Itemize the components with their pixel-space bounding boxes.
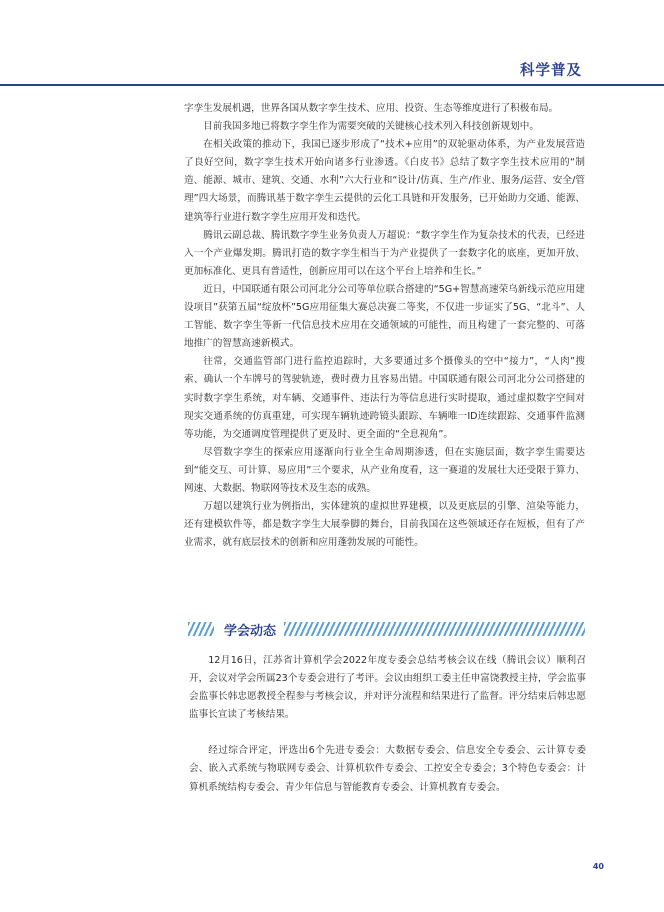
article-paragraph: 目前我国多地已将数字孪生作为需要突破的关键核心技术列入科技创新规划中。 [203,121,539,133]
page-number: 40 [592,862,604,871]
article-body [184,100,585,552]
article-paragraph: 尽管数字孪生的探索应用逐渐向行业全生命周期渗透，但在实施层面，数字孪生需要达到“能交互、可计算、易应用”三个要求，从产业角度看，这一赛道的发展壮大还受限于算力、网速、大数据、物联网等技术及生态的成熟。 [184,446,585,494]
hatch-decoration-right [284,622,585,636]
section-header-bar [188,619,585,639]
section-title: 学会动态 [224,623,277,639]
hatch-decoration-left [188,622,214,636]
news-paragraph: 12月16日，江苏省计算机学会2022年度专委会总结考核会议在线（腾讯会议）顺利召开，会议对学会所属23个专委会进行了考评。会议由组织工委主任申富饶教授主持，学会监事会监事长韩忠愿教授全程参与考核会议，并对评分流程和结果进行了监督。评分结束后韩忠愿监事长宣读了考核结果。 [189,655,586,721]
article-paragraph: 万超以建筑行业为例指出，实体建筑的虚拟世界建模，以及更底层的引擎、渲染等能力，还有建模软件等，都是数字孪生大展拳脚的舞台，目前我国在这些领域还存在短板，但有了产业需求，就有底层技术的创新和应用蓬勃发展的可能性。 [184,501,585,549]
article-paragraph: 腾讯云副总裁、腾讯数字孪生业务负责人万超说：“数字孪生作为复杂技术的代表，已经进入一个产业爆发期。腾讯打造的数字孪生相当于为产业提供了一套数字化的底座，更加开放、更加标准化、更具有普适性，创新应用可以在这个平台上培养和生长。” [184,229,585,277]
header-divider [0,84,664,86]
news-paragraph: 经过综合评定，评选出6个先进专委会：大数据专委会、信息安全专委会、云计算专委会、嵌入式系统与物联网专委会、计算机软件专委会、工控安全专委会；3个特色专委会：计算机系统结构专委会、青少年信息与智能教育专委会、计算机教育专委会。 [189,745,586,793]
section-label: 科学普及 [520,63,582,79]
article-paragraph: 字孪生发展机遇，世界各国从数字孪生技术、应用、投资、生态等维度进行了积极布局。 [184,103,559,114]
article-paragraph: 在相关政策的推动下，我国已逐步形成了“技术+应用”的双轮驱动体系，为产业发展营造了良好空间，数字孪生技术开始向诸多行业渗透。《白皮书》总结了数字孪生技术应用的“制造、能源、城市、建筑、交通、水利”六大行业和“设计/仿真、生产/作业、服务/运营、安全/管理”四大场景，而腾讯基于数字孪生云提供的云化工具链和开发服务，已开始助力交通、能源、建筑等行业进行数字孪生应用开发和迭代。 [184,139,585,223]
article-paragraph: 往常，交通监管部门进行监控追踪时，大多要通过多个摄像头的空中“接力”，“人肉”搜索、确认一个车牌号的驾驶轨迹，费时费力且容易出错。中国联通有限公司河北分公司搭建的实时数字孪生系统，对车辆、交通事件、违法行为等信息进行实时提取，通过虚拟数字空间对现实交通系统的仿真重建，可实现车辆轨迹跨镜头跟踪、车辆唯一ID连续跟踪、交通事件监测等功能，为交通调度管理提供了更及时、更全面的“全息视角”。 [184,356,585,440]
news-body [189,652,586,815]
article-paragraph: 近日，中国联通有限公司河北分公司等单位联合搭建的“5G+智慧高速荣乌新线示范应用建设项目”获第五届“绽放杯”5G应用征集大赛总决赛二等奖，不仅进一步证实了5G、“北斗”、人工智能、数字孪生等新一代信息技术应用在交通领域的可能性，而且构建了一套完整的、可落地推广的智慧高速新模式。 [184,283,585,350]
